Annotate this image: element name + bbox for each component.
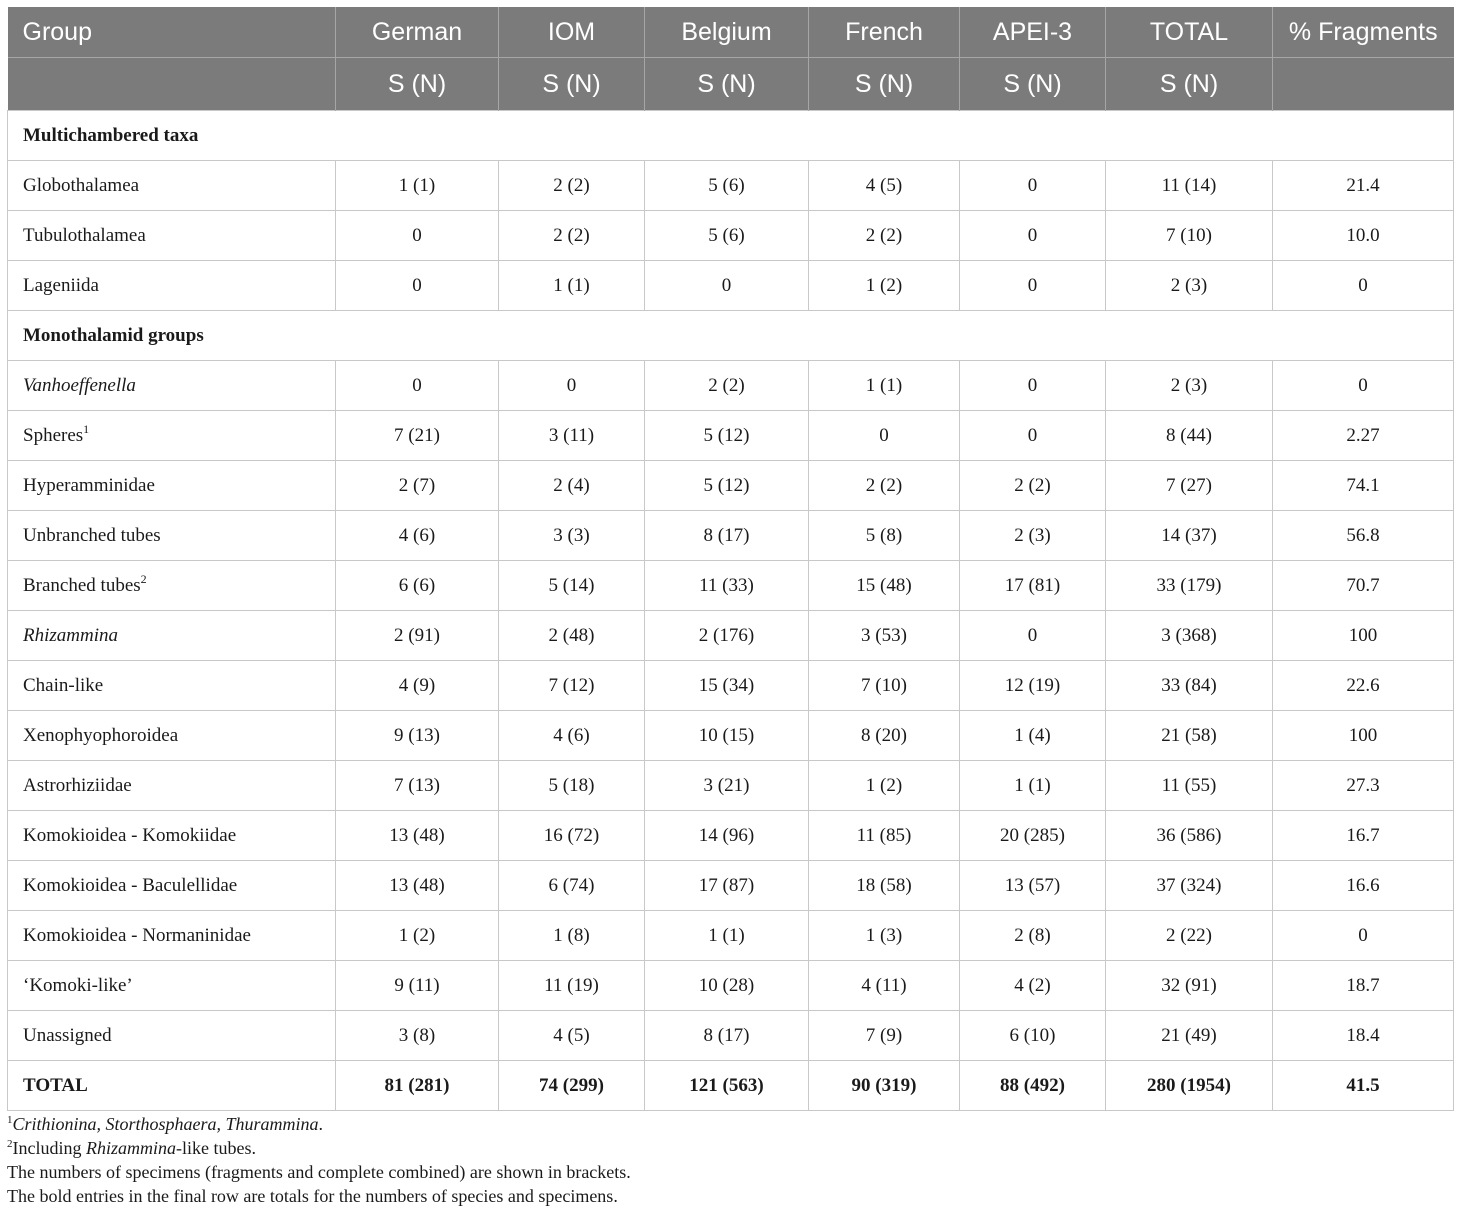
group-name: Komokioidea - Baculellidae [23, 874, 238, 896]
table-row [8, 661, 1454, 711]
value-cell: 3 (368) [1106, 611, 1273, 661]
value-cell: 2.27 [1273, 411, 1454, 461]
value-cell: 3 (3) [499, 511, 645, 561]
group-cell [8, 161, 336, 211]
value-cell: 0 [960, 611, 1106, 661]
table-row [8, 561, 1454, 611]
value-cell: 2 (2) [809, 461, 960, 511]
value-cell: 5 (18) [499, 761, 645, 811]
value-cell: 1 (2) [809, 761, 960, 811]
value-cell: 11 (55) [1106, 761, 1273, 811]
value-cell: 11 (14) [1106, 161, 1273, 211]
group-name: Globothalamea [23, 174, 140, 196]
total-label: TOTAL [8, 1061, 336, 1111]
value-cell: 9 (13) [336, 711, 499, 761]
value-cell: 2 (3) [960, 511, 1106, 561]
group-cell [8, 911, 336, 961]
table-row [8, 711, 1454, 761]
table-header [8, 7, 1454, 111]
header-row [8, 7, 1454, 58]
value-cell: 2 (3) [1106, 361, 1273, 411]
subheader-total: S (N) [1106, 58, 1273, 111]
value-cell: 6 (6) [336, 561, 499, 611]
group-cell [8, 411, 336, 461]
col-header-belgium: Belgium [645, 7, 809, 58]
value-cell: 15 (48) [809, 561, 960, 611]
value-cell: 2 (2) [809, 211, 960, 261]
footnote-1 [7, 1112, 1453, 1136]
value-cell: 32 (91) [1106, 961, 1273, 1011]
value-cell: 0 [336, 211, 499, 261]
value-cell: 5 (6) [645, 211, 809, 261]
group-cell [8, 261, 336, 311]
value-cell: 2 (7) [336, 461, 499, 511]
subheader-iom: S (N) [499, 58, 645, 111]
group-name: Branched tubes [23, 574, 141, 596]
value-cell: 16.7 [1273, 811, 1454, 861]
value-cell: 7 (10) [809, 661, 960, 711]
group-cell [8, 711, 336, 761]
total-value-cell: 74 (299) [499, 1061, 645, 1111]
value-cell: 2 (176) [645, 611, 809, 661]
value-cell: 15 (34) [645, 661, 809, 711]
value-cell: 4 (6) [499, 711, 645, 761]
value-cell: 5 (12) [645, 461, 809, 511]
group-name: Komokioidea - Normaninidae [23, 924, 251, 946]
value-cell: 13 (48) [336, 811, 499, 861]
value-cell: 0 [1273, 261, 1454, 311]
value-cell: 5 (6) [645, 161, 809, 211]
value-cell: 0 [1273, 911, 1454, 961]
footnote-1-marker: 1 [7, 1114, 13, 1126]
value-cell: 33 (84) [1106, 661, 1273, 711]
footnote-3: The numbers of specimens (fragments and complete combined) are shown in brackets. [7, 1162, 631, 1182]
value-cell: 20 (285) [960, 811, 1106, 861]
value-cell: 7 (27) [1106, 461, 1273, 511]
subheader-fragments [1273, 58, 1454, 111]
footnote-2-prefix: Including [12, 1138, 86, 1158]
species-table [7, 7, 1454, 1111]
value-cell: 2 (2) [499, 161, 645, 211]
col-header-group: Group [8, 7, 336, 58]
value-cell: 14 (37) [1106, 511, 1273, 561]
footnote-marker: 2 [140, 571, 147, 586]
group-cell [8, 1011, 336, 1061]
total-value-cell: 81 (281) [336, 1061, 499, 1111]
footnote-2-italic: Rhizammina [86, 1138, 176, 1158]
subheader-french: S (N) [809, 58, 960, 111]
value-cell: 2 (22) [1106, 911, 1273, 961]
value-cell: 2 (48) [499, 611, 645, 661]
total-value-cell: 88 (492) [960, 1061, 1106, 1111]
value-cell: 2 (8) [960, 911, 1106, 961]
value-cell: 11 (85) [809, 811, 960, 861]
table-row [8, 261, 1454, 311]
value-cell: 7 (13) [336, 761, 499, 811]
table-row [8, 961, 1454, 1011]
value-cell: 5 (8) [809, 511, 960, 561]
value-cell: 2 (2) [645, 361, 809, 411]
data-table-container [7, 7, 1453, 1111]
group-name: Tubulothalamea [23, 224, 146, 246]
value-cell: 17 (87) [645, 861, 809, 911]
section-title: Monothalamid groups [8, 311, 1454, 361]
group-name: Komokioidea - Komokiidae [23, 824, 237, 846]
group-name: Vanhoeffenella [23, 374, 136, 396]
value-cell: 10 (15) [645, 711, 809, 761]
table-row [8, 611, 1454, 661]
group-cell [8, 761, 336, 811]
footnote-1-tail: . [318, 1114, 324, 1134]
value-cell: 3 (8) [336, 1011, 499, 1061]
value-cell: 27.3 [1273, 761, 1454, 811]
value-cell: 10.0 [1273, 211, 1454, 261]
col-header-french: French [809, 7, 960, 58]
table-row [8, 461, 1454, 511]
value-cell: 9 (11) [336, 961, 499, 1011]
table-row [8, 811, 1454, 861]
value-cell: 8 (17) [645, 1011, 809, 1061]
value-cell: 0 [960, 211, 1106, 261]
value-cell: 5 (12) [645, 411, 809, 461]
footnote-4: The bold entries in the final row are totals for the numbers of species and specimens. [7, 1186, 618, 1206]
group-name: Unassigned [23, 1024, 112, 1046]
value-cell: 16.6 [1273, 861, 1454, 911]
value-cell: 7 (12) [499, 661, 645, 711]
col-header-german: German [336, 7, 499, 58]
table-row [8, 761, 1454, 811]
group-cell [8, 961, 336, 1011]
value-cell: 2 (91) [336, 611, 499, 661]
group-cell [8, 511, 336, 561]
value-cell: 0 [336, 361, 499, 411]
value-cell: 4 (11) [809, 961, 960, 1011]
value-cell: 18 (58) [809, 861, 960, 911]
subheader-apei3: S (N) [960, 58, 1106, 111]
value-cell: 7 (9) [809, 1011, 960, 1061]
table-row [8, 211, 1454, 261]
value-cell: 2 (2) [960, 461, 1106, 511]
value-cell: 1 (4) [960, 711, 1106, 761]
value-cell: 4 (9) [336, 661, 499, 711]
value-cell: 4 (5) [499, 1011, 645, 1061]
total-value-cell: 121 (563) [645, 1061, 809, 1111]
value-cell: 21 (58) [1106, 711, 1273, 761]
value-cell: 5 (14) [499, 561, 645, 611]
value-cell: 2 (4) [499, 461, 645, 511]
value-cell: 1 (1) [960, 761, 1106, 811]
value-cell: 0 [960, 261, 1106, 311]
value-cell: 1 (3) [809, 911, 960, 961]
group-name: Spheres [23, 424, 84, 446]
group-cell [8, 561, 336, 611]
value-cell: 0 [1273, 361, 1454, 411]
group-name: Chain-like [23, 674, 104, 696]
value-cell: 3 (53) [809, 611, 960, 661]
value-cell: 1 (1) [809, 361, 960, 411]
subheader-belgium: S (N) [645, 58, 809, 111]
group-name: Hyperamminidae [23, 474, 155, 496]
value-cell: 37 (324) [1106, 861, 1273, 911]
value-cell: 1 (1) [499, 261, 645, 311]
value-cell: 100 [1273, 711, 1454, 761]
total-value-cell: 90 (319) [809, 1061, 960, 1111]
value-cell: 56.8 [1273, 511, 1454, 561]
group-name: Lageniida [23, 274, 99, 296]
col-header-total: TOTAL [1106, 7, 1273, 58]
value-cell: 8 (20) [809, 711, 960, 761]
subheader-group [8, 58, 336, 111]
table-row [8, 511, 1454, 561]
subheader-german: S (N) [336, 58, 499, 111]
value-cell: 11 (19) [499, 961, 645, 1011]
total-value-cell: 280 (1954) [1106, 1061, 1273, 1111]
value-cell: 2 (2) [499, 211, 645, 261]
value-cell: 8 (44) [1106, 411, 1273, 461]
section-title: Multichambered taxa [8, 111, 1454, 161]
value-cell: 70.7 [1273, 561, 1454, 611]
value-cell: 74.1 [1273, 461, 1454, 511]
group-cell [8, 211, 336, 261]
value-cell: 13 (48) [336, 861, 499, 911]
value-cell: 11 (33) [645, 561, 809, 611]
table-row [8, 411, 1454, 461]
value-cell: 1 (1) [336, 161, 499, 211]
value-cell: 0 [499, 361, 645, 411]
value-cell: 22.6 [1273, 661, 1454, 711]
col-header-iom: IOM [499, 7, 645, 58]
value-cell: 18.4 [1273, 1011, 1454, 1061]
footnote-2-suffix: -like tubes. [176, 1138, 256, 1158]
group-name: Astrorhiziidae [23, 774, 132, 796]
group-cell [8, 661, 336, 711]
value-cell: 12 (19) [960, 661, 1106, 711]
footnote-1-text: Crithionina, Storthosphaera, Thurammina [12, 1114, 319, 1134]
total-value-cell: 41.5 [1273, 1061, 1454, 1111]
total-row [8, 1061, 1454, 1111]
section-header-row [8, 311, 1454, 361]
group-cell [8, 611, 336, 661]
footnote-marker: 1 [83, 421, 90, 436]
table-row [8, 161, 1454, 211]
value-cell: 18.7 [1273, 961, 1454, 1011]
footnotes [7, 1112, 1453, 1208]
value-cell: 4 (6) [336, 511, 499, 561]
value-cell: 0 [960, 411, 1106, 461]
value-cell: 13 (57) [960, 861, 1106, 911]
value-cell: 7 (10) [1106, 211, 1273, 261]
section-header-row [8, 111, 1454, 161]
value-cell: 21 (49) [1106, 1011, 1273, 1061]
group-name: Xenophyophoroidea [23, 724, 179, 746]
value-cell: 1 (2) [809, 261, 960, 311]
value-cell: 6 (74) [499, 861, 645, 911]
group-cell [8, 361, 336, 411]
value-cell: 33 (179) [1106, 561, 1273, 611]
value-cell: 0 [645, 261, 809, 311]
value-cell: 0 [809, 411, 960, 461]
value-cell: 17 (81) [960, 561, 1106, 611]
value-cell: 0 [336, 261, 499, 311]
value-cell: 3 (11) [499, 411, 645, 461]
value-cell: 14 (96) [645, 811, 809, 861]
group-name: ‘Komoki-like’ [23, 974, 133, 996]
value-cell: 8 (17) [645, 511, 809, 561]
table-body [8, 111, 1454, 1111]
value-cell: 0 [960, 161, 1106, 211]
table-row [8, 861, 1454, 911]
value-cell: 1 (8) [499, 911, 645, 961]
footnote-2-marker: 2 [7, 1138, 13, 1150]
value-cell: 36 (586) [1106, 811, 1273, 861]
value-cell: 1 (1) [645, 911, 809, 961]
value-cell: 100 [1273, 611, 1454, 661]
group-cell [8, 461, 336, 511]
value-cell: 1 (2) [336, 911, 499, 961]
group-cell [8, 811, 336, 861]
subheader-row [8, 58, 1454, 111]
value-cell: 2 (3) [1106, 261, 1273, 311]
value-cell: 0 [960, 361, 1106, 411]
value-cell: 21.4 [1273, 161, 1454, 211]
group-name: Rhizammina [23, 624, 118, 646]
col-header-fragments: % Fragments [1273, 7, 1454, 58]
value-cell: 10 (28) [645, 961, 809, 1011]
group-name: Unbranched tubes [23, 524, 161, 546]
group-cell [8, 861, 336, 911]
footnote-2 [7, 1136, 1453, 1160]
table-row [8, 1011, 1454, 1061]
value-cell: 7 (21) [336, 411, 499, 461]
value-cell: 16 (72) [499, 811, 645, 861]
value-cell: 3 (21) [645, 761, 809, 811]
value-cell: 4 (2) [960, 961, 1106, 1011]
table-row [8, 361, 1454, 411]
value-cell: 4 (5) [809, 161, 960, 211]
table-row [8, 911, 1454, 961]
value-cell: 6 (10) [960, 1011, 1106, 1061]
col-header-apei3: APEI-3 [960, 7, 1106, 58]
